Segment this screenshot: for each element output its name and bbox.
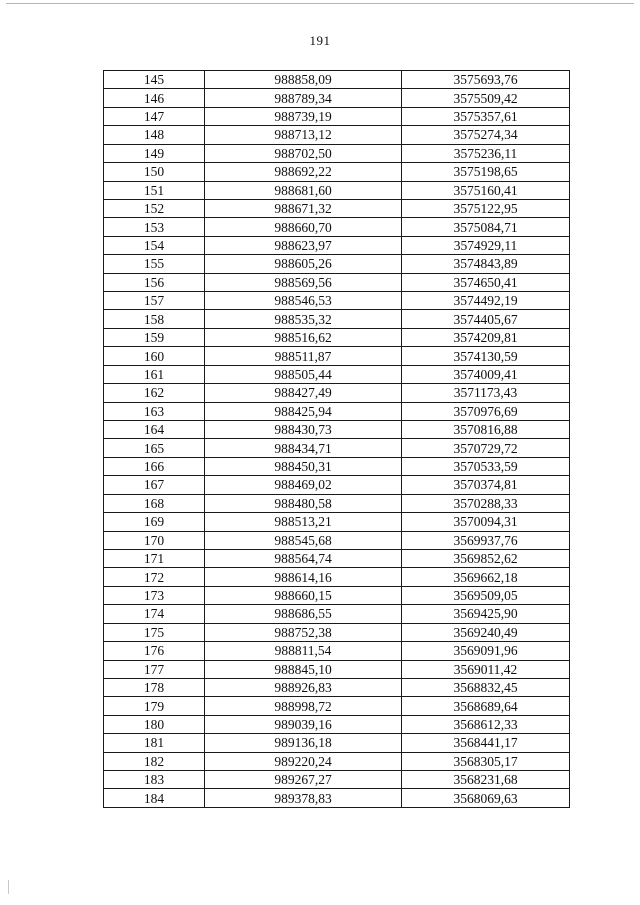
y-coordinate-cell: 3574843,89 [402,255,570,273]
table-row [104,365,570,383]
table-row [104,549,570,567]
table-row [104,771,570,789]
y-coordinate-cell: 3575198,65 [402,163,570,181]
table-row [104,218,570,236]
y-coordinate-cell: 3574009,41 [402,365,570,383]
x-coordinate-cell: 988998,72 [205,697,402,715]
y-coordinate-cell: 3575693,76 [402,71,570,89]
point-number-cell: 175 [104,623,205,641]
table-row [104,642,570,660]
x-coordinate-cell: 988692,22 [205,163,402,181]
x-coordinate-cell: 988546,53 [205,292,402,310]
x-coordinate-cell: 988686,55 [205,605,402,623]
table-row [104,678,570,696]
x-coordinate-cell: 988545,68 [205,531,402,549]
point-number-cell: 148 [104,126,205,144]
point-number-cell: 173 [104,586,205,604]
point-number-cell: 180 [104,715,205,733]
table-row [104,89,570,107]
y-coordinate-cell: 3574130,59 [402,347,570,365]
table-row [104,531,570,549]
x-coordinate-cell: 988713,12 [205,126,402,144]
y-coordinate-cell: 3569011,42 [402,660,570,678]
point-number-cell: 162 [104,384,205,402]
table-row [104,236,570,254]
table-row [104,697,570,715]
coordinates-table [103,70,570,808]
point-number-cell: 165 [104,439,205,457]
point-number-cell: 178 [104,678,205,696]
y-coordinate-cell: 3575357,61 [402,107,570,125]
y-coordinate-cell: 3570374,81 [402,476,570,494]
x-coordinate-cell: 988450,31 [205,457,402,475]
x-coordinate-cell: 988702,50 [205,144,402,162]
x-coordinate-cell: 988926,83 [205,678,402,696]
x-coordinate-cell: 988505,44 [205,365,402,383]
table-row [104,623,570,641]
coordinates-table-body [104,71,570,808]
table-row [104,292,570,310]
x-coordinate-cell: 989220,24 [205,752,402,770]
table-row [104,457,570,475]
table-row [104,494,570,512]
table-row [104,752,570,770]
y-coordinate-cell: 3568305,17 [402,752,570,770]
x-coordinate-cell: 988535,32 [205,310,402,328]
x-coordinate-cell: 988434,71 [205,439,402,457]
y-coordinate-cell: 3568832,45 [402,678,570,696]
scan-edge-mark [8,880,9,894]
point-number-cell: 154 [104,236,205,254]
table-row [104,71,570,89]
point-number-cell: 149 [104,144,205,162]
point-number-cell: 155 [104,255,205,273]
y-coordinate-cell: 3574650,41 [402,273,570,291]
point-number-cell: 152 [104,199,205,217]
y-coordinate-cell: 3569662,18 [402,568,570,586]
x-coordinate-cell: 988752,38 [205,623,402,641]
point-number-cell: 145 [104,71,205,89]
point-number-cell: 176 [104,642,205,660]
table-row [104,789,570,807]
table-row [104,107,570,125]
y-coordinate-cell: 3568612,33 [402,715,570,733]
y-coordinate-cell: 3575084,71 [402,218,570,236]
x-coordinate-cell: 989039,16 [205,715,402,733]
point-number-cell: 168 [104,494,205,512]
x-coordinate-cell: 988811,54 [205,642,402,660]
x-coordinate-cell: 988430,73 [205,421,402,439]
point-number-cell: 150 [104,163,205,181]
x-coordinate-cell: 988427,49 [205,384,402,402]
y-coordinate-cell: 3575160,41 [402,181,570,199]
y-coordinate-cell: 3575509,42 [402,89,570,107]
point-number-cell: 151 [104,181,205,199]
x-coordinate-cell: 988516,62 [205,328,402,346]
table-row [104,586,570,604]
y-coordinate-cell: 3574405,67 [402,310,570,328]
point-number-cell: 157 [104,292,205,310]
y-coordinate-cell: 3575236,11 [402,144,570,162]
y-coordinate-cell: 3569425,90 [402,605,570,623]
point-number-cell: 158 [104,310,205,328]
top-border-line [6,3,634,4]
x-coordinate-cell: 988623,97 [205,236,402,254]
x-coordinate-cell: 988469,02 [205,476,402,494]
x-coordinate-cell: 988614,16 [205,568,402,586]
point-number-cell: 170 [104,531,205,549]
table-row [104,347,570,365]
table-row [104,421,570,439]
table-row [104,513,570,531]
point-number-cell: 179 [104,697,205,715]
point-number-cell: 166 [104,457,205,475]
y-coordinate-cell: 3570816,88 [402,421,570,439]
y-coordinate-cell: 3570976,69 [402,402,570,420]
point-number-cell: 182 [104,752,205,770]
point-number-cell: 167 [104,476,205,494]
point-number-cell: 172 [104,568,205,586]
table-row [104,328,570,346]
table-row [104,273,570,291]
point-number-cell: 164 [104,421,205,439]
table-row [104,476,570,494]
y-coordinate-cell: 3569509,05 [402,586,570,604]
x-coordinate-cell: 988605,26 [205,255,402,273]
y-coordinate-cell: 3571173,43 [402,384,570,402]
y-coordinate-cell: 3570533,59 [402,457,570,475]
y-coordinate-cell: 3574929,11 [402,236,570,254]
table-row [104,163,570,181]
point-number-cell: 160 [104,347,205,365]
table-row [104,255,570,273]
y-coordinate-cell: 3574492,19 [402,292,570,310]
point-number-cell: 169 [104,513,205,531]
page-number: 191 [309,33,331,48]
y-coordinate-cell: 3570729,72 [402,439,570,457]
x-coordinate-cell: 988660,15 [205,586,402,604]
point-number-cell: 183 [104,771,205,789]
y-coordinate-cell: 3568069,63 [402,789,570,807]
point-number-cell: 147 [104,107,205,125]
x-coordinate-cell: 989267,27 [205,771,402,789]
x-coordinate-cell: 988564,74 [205,549,402,567]
table-row [104,605,570,623]
y-coordinate-cell: 3570094,31 [402,513,570,531]
x-coordinate-cell: 988789,34 [205,89,402,107]
table-row [104,660,570,678]
point-number-cell: 177 [104,660,205,678]
table-row [104,199,570,217]
x-coordinate-cell: 988425,94 [205,402,402,420]
y-coordinate-cell: 3569852,62 [402,549,570,567]
table-row [104,384,570,402]
x-coordinate-cell: 988739,19 [205,107,402,125]
table-row [104,715,570,733]
y-coordinate-cell: 3569091,96 [402,642,570,660]
table-row [104,568,570,586]
table-row [104,144,570,162]
x-coordinate-cell: 989378,83 [205,789,402,807]
y-coordinate-cell: 3568231,68 [402,771,570,789]
x-coordinate-cell: 988513,21 [205,513,402,531]
point-number-cell: 184 [104,789,205,807]
x-coordinate-cell: 988671,32 [205,199,402,217]
table-row [104,181,570,199]
y-coordinate-cell: 3575274,34 [402,126,570,144]
x-coordinate-cell: 988569,56 [205,273,402,291]
point-number-cell: 174 [104,605,205,623]
y-coordinate-cell: 3568689,64 [402,697,570,715]
table-row [104,310,570,328]
point-number-cell: 171 [104,549,205,567]
point-number-cell: 163 [104,402,205,420]
x-coordinate-cell: 988845,10 [205,660,402,678]
y-coordinate-cell: 3570288,33 [402,494,570,512]
point-number-cell: 159 [104,328,205,346]
x-coordinate-cell: 988511,87 [205,347,402,365]
point-number-cell: 146 [104,89,205,107]
point-number-cell: 161 [104,365,205,383]
y-coordinate-cell: 3569937,76 [402,531,570,549]
point-number-cell: 181 [104,734,205,752]
y-coordinate-cell: 3574209,81 [402,328,570,346]
x-coordinate-cell: 988681,60 [205,181,402,199]
x-coordinate-cell: 989136,18 [205,734,402,752]
y-coordinate-cell: 3568441,17 [402,734,570,752]
table-row [104,734,570,752]
point-number-cell: 153 [104,218,205,236]
x-coordinate-cell: 988660,70 [205,218,402,236]
point-number-cell: 156 [104,273,205,291]
table-row [104,439,570,457]
x-coordinate-cell: 988858,09 [205,71,402,89]
y-coordinate-cell: 3569240,49 [402,623,570,641]
table-row [104,126,570,144]
table-row [104,402,570,420]
x-coordinate-cell: 988480,58 [205,494,402,512]
y-coordinate-cell: 3575122,95 [402,199,570,217]
